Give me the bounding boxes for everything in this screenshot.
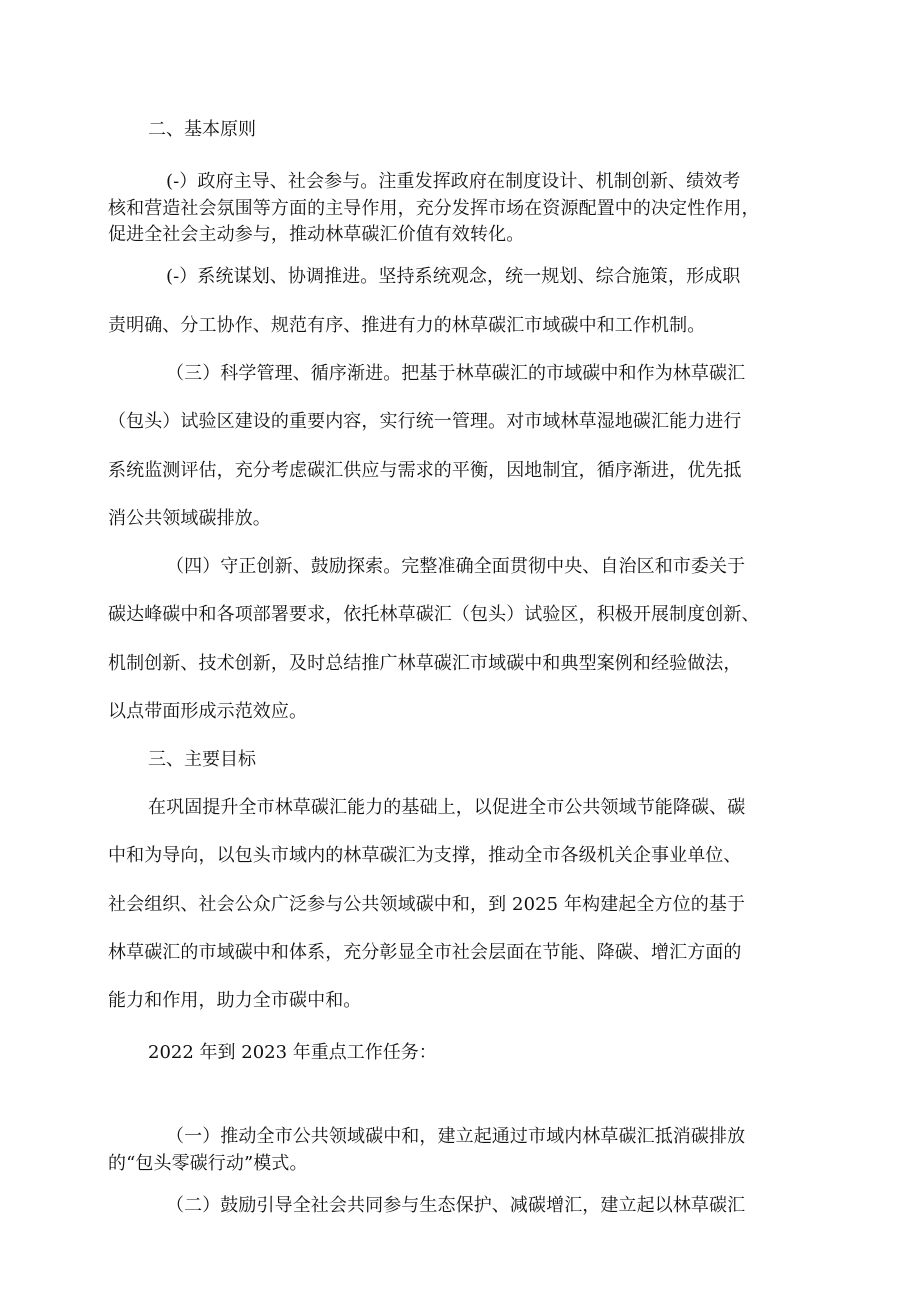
paragraph-line: 社会组织、社会公众广泛参与公共领域碳中和，到 2025 年构建起全方位的基于: [108, 894, 746, 915]
paragraph-line: 消公共领域碳排放。: [108, 508, 271, 529]
paragraph-line: （包头）试验区建设的重要内容，实行统一管理。对市域林草湿地碳汇能力进行: [108, 411, 742, 432]
paragraph-line: 在巩固提升全市林草碳汇能力的基础上，以促进全市公共领域节能降碳、碳: [148, 797, 746, 818]
task-line: 的“包头零碳行动”模式。: [108, 1153, 308, 1174]
paragraph-line: 能力和作用，助力全市碳中和。: [108, 990, 362, 1011]
paragraph-line: 以点带面形成示范效应。: [108, 701, 308, 722]
paragraph-line: 林草碳汇的市域碳中和体系，充分彰显全市社会层面在节能、降碳、增汇方面的: [108, 942, 742, 963]
paragraph-line: 机制创新、技术创新，及时总结推广林草碳汇市域碳中和典型案例和经验做法，: [108, 653, 742, 674]
paragraph-line: 促进全社会主动参与，推动林草碳汇价值有效转化。: [108, 224, 525, 245]
tasks-heading: 2022 年到 2023 年重点工作任务：: [148, 1042, 437, 1063]
paragraph-line: (-）政府主导、社会参与。注重发挥政府在制度设计、机制创新、绩效考: [166, 171, 741, 192]
task-line: （一）推动全市公共领域碳中和，建立起通过市域内林草碳汇抵消碳排放: [166, 1126, 746, 1147]
section-heading-principles: 二、基本原则: [148, 119, 256, 140]
task-line: （二）鼓励引导全社会共同参与生态保护、减碳增汇，建立起以林草碳汇: [166, 1195, 746, 1216]
paragraph-line: （三）科学管理、循序渐进。把基于林草碳汇的市域碳中和作为林草碳汇: [166, 363, 746, 384]
paragraph-line: 核和营造社会氛围等方面的主导作用，充分发挥市场在资源配置中的决定性作用，: [108, 198, 760, 219]
paragraph-line: 中和为导向，以包头市域内的林草碳汇为支撑，推动全市各级机关企事业单位、: [108, 845, 742, 866]
section-heading-goals: 三、主要目标: [148, 749, 256, 770]
paragraph-line: 系统监测评估，充分考虑碳汇供应与需求的平衡，因地制宜，循序渐进，优先抵: [108, 460, 742, 481]
paragraph-line: 碳达峰碳中和各项部署要求，依托林草碳汇（包头）试验区，积极开展制度创新、: [108, 604, 760, 625]
paragraph-line: 责明确、分工协作、规范有序、推进有力的林草碳汇市域碳中和工作机制。: [108, 315, 706, 336]
paragraph-line: (-）系统谋划、协调推进。坚持系统观念，统一规划、综合施策，形成职: [166, 266, 741, 287]
paragraph-line: （四）守正创新、鼓励探索。完整准确全面贯彻中央、自治区和市委关于: [166, 556, 746, 577]
